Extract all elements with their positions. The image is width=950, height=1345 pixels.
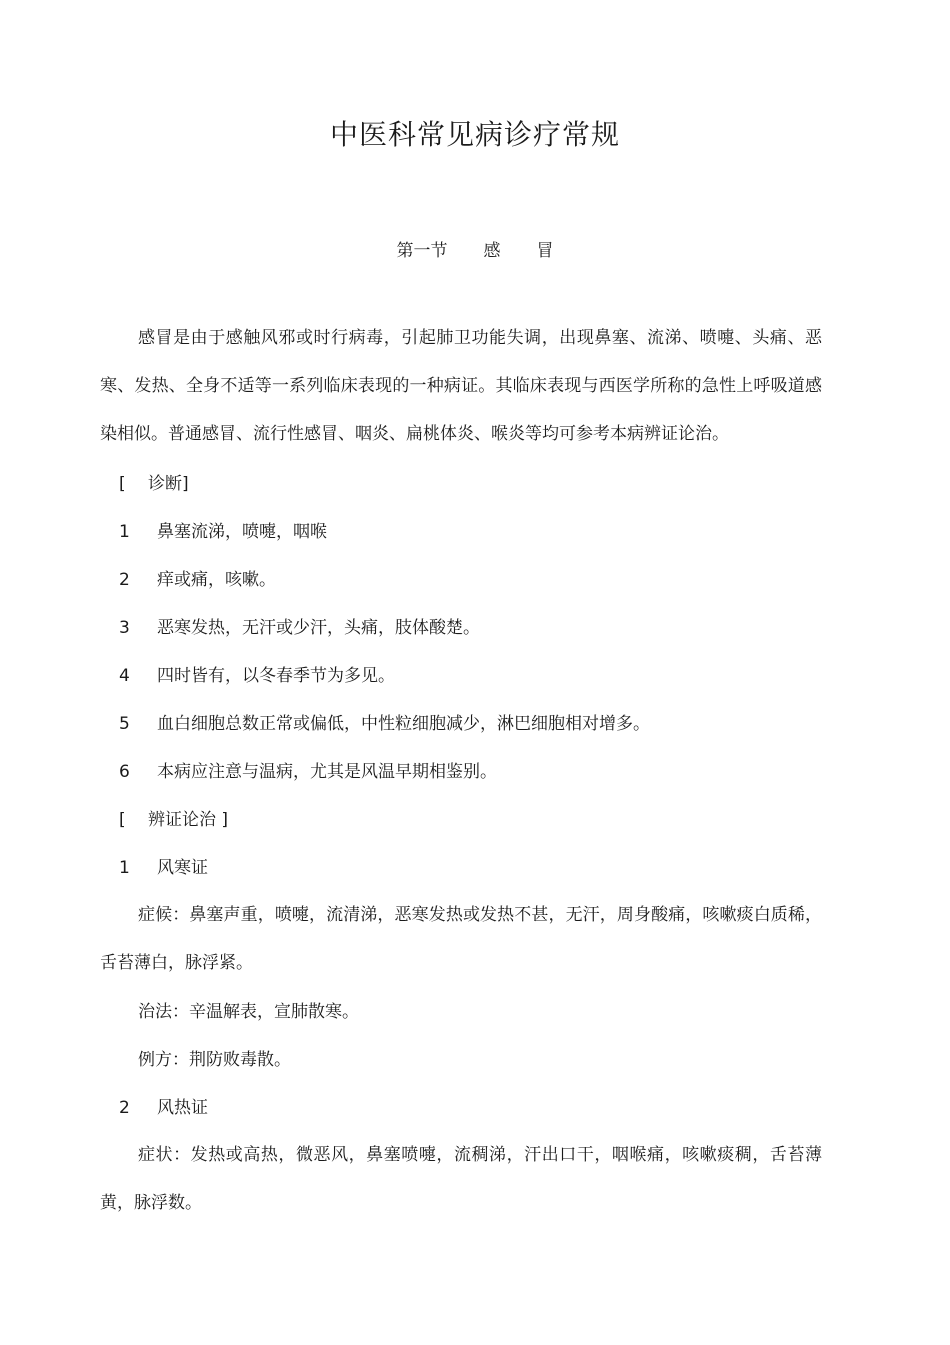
document-title: 中医科常见病诊疗常规	[329, 118, 620, 151]
diagnosis-item	[119, 664, 395, 688]
pattern-method: 治法：辛温解表，宣肺散寒。	[138, 1002, 359, 1022]
diagnosis-item-number: 5	[119, 714, 130, 734]
diagnosis-item-text: 四时皆有，以冬春季节为多见。	[157, 666, 395, 686]
pattern-name: 风热证	[157, 1098, 208, 1118]
diagnosis-item-number: 1	[119, 522, 130, 542]
section-label: 第一节	[396, 241, 448, 261]
diagnosis-item-number: 3	[119, 618, 130, 638]
diagnosis-item-number: 2	[119, 570, 130, 590]
treatment-heading-text: 辨证论治 ]	[148, 810, 229, 830]
section-name-part2: 冒	[536, 241, 554, 261]
intro-paragraph: 感冒是由于感触风邪或时行病毒，引起肺卫功能失调，出现鼻塞、流涕、喷嚏、头痛、恶寒、发热、全身不适等一系列临床表现的一种病证。其临床表现与西医学所称的急性上呼吸道感染相似。普通感冒、流行性感冒、咽炎、扁桃体炎、喉炎等均可参考本病辨证论治。	[100, 328, 822, 444]
pattern-heading	[119, 856, 208, 880]
diagnosis-item-text: 血白细胞总数正常或偏低，中性粒细胞减少，淋巴细胞相对增多。	[157, 714, 650, 734]
pattern-number: 1	[119, 858, 130, 878]
pattern-name: 风寒证	[157, 858, 208, 878]
diagnosis-heading	[119, 472, 189, 496]
diagnosis-heading-bracket: [	[119, 474, 126, 494]
pattern-formula: 例方：荆防败毒散。	[138, 1050, 291, 1070]
diagnosis-item	[119, 568, 276, 592]
pattern-symptoms: 症状：发热或高热，微恶风，鼻塞喷嚏，流稠涕，汗出口干，咽喉痛，咳嗽痰稠，舌苔薄黄，脉浮数。	[100, 1145, 822, 1213]
pattern-heading	[119, 1096, 208, 1120]
treatment-heading	[119, 808, 228, 832]
treatment-heading-bracket: [	[119, 810, 126, 830]
diagnosis-item	[119, 760, 497, 784]
diagnosis-item-text: 鼻塞流涕，喷嚏，咽喉	[157, 522, 327, 542]
diagnosis-item-number: 6	[119, 762, 130, 782]
diagnosis-heading-text: 诊断]	[148, 474, 189, 494]
pattern-number: 2	[119, 1098, 130, 1118]
diagnosis-item	[119, 520, 327, 544]
diagnosis-item	[119, 712, 650, 736]
diagnosis-item-text: 本病应注意与温病，尤其是风温早期相鉴别。	[157, 762, 497, 782]
diagnosis-item-text: 恶寒发热，无汗或少汗，头痛，肢体酸楚。	[157, 618, 480, 638]
diagnosis-item-number: 4	[119, 666, 130, 686]
pattern-symptoms: 症候：鼻塞声重，喷嚏，流清涕，恶寒发热或发热不甚，无汗，周身酸痛，咳嗽痰白质稀，舌苔薄白，脉浮紧。	[100, 905, 822, 973]
section-title	[0, 239, 950, 263]
section-name-part1: 感	[483, 241, 501, 261]
diagnosis-item	[119, 616, 480, 640]
diagnosis-item-text: 痒或痛，咳嗽。	[157, 570, 276, 590]
